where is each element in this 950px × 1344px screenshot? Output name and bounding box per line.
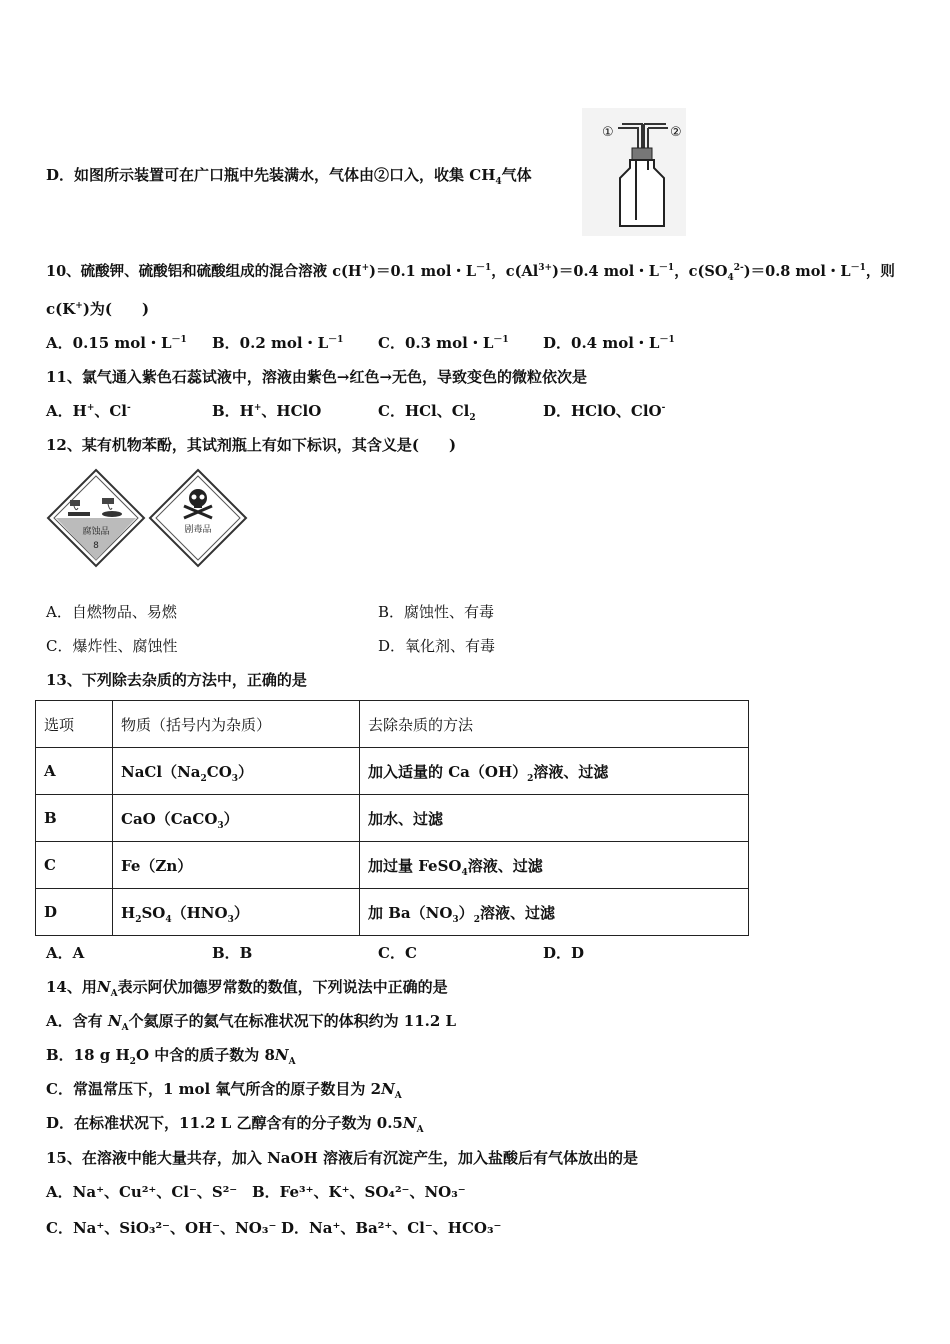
bottle-label-2: ② — [670, 125, 682, 140]
q13-option-d[interactable]: D．D — [543, 944, 585, 962]
gas-bottle-figure — [582, 108, 686, 236]
q10-option-c[interactable]: C．0.3 mol・$L^{-1}$ — [378, 334, 509, 352]
table-header-cell: 选项 — [36, 701, 113, 748]
table-cell-option: D — [36, 889, 113, 936]
q15-stem: 15、在溶液中能大量共存，加入 NaOH 溶液后有沉淀产生，加入盐酸后有气体放出的是 — [46, 1149, 638, 1167]
q14-stem: 14、用$N_A$表示阿伏加德罗常数的数值，下列说法中正确的是 — [46, 978, 448, 999]
table-header-cell: 物质（括号内为杂质） — [113, 701, 360, 748]
table-cell-substance: $NaCl(Na_2CO_3)$ — [113, 748, 360, 795]
q14-option-a[interactable]: A．含有 $N_A$个氦原子的氦气在标准状况下的体积约为 11.2 L — [46, 1012, 457, 1033]
corrosive-sign-icon — [48, 470, 144, 566]
table-header-cell: 去除杂质的方法 — [360, 701, 749, 748]
q13-option-a[interactable]: A．A — [46, 944, 85, 962]
table-header-row — [36, 701, 749, 748]
q9-option-d: D．如图所示装置可在广口瓶中先装满水，气体由②口入，收集 $CH_4$气体 — [46, 166, 532, 187]
q10-option-d[interactable]: D．0.4 mol・$L^{-1}$ — [543, 334, 675, 352]
sign1-number: 8 — [93, 541, 99, 551]
table-row — [36, 842, 749, 889]
q15-option-d[interactable]: D．Na⁺、Ba²⁺、Cl⁻、HCO₃⁻ — [281, 1219, 502, 1237]
q11-option-c[interactable]: C．HCl、$Cl_2$ — [378, 402, 476, 423]
table-row — [36, 889, 749, 936]
q11-option-a[interactable]: A．H+、Cl- — [46, 402, 131, 420]
q10-option-b[interactable]: B．0.2 mol・$L^{-1}$ — [212, 334, 344, 352]
table-cell-method: 加水、过滤 — [360, 795, 749, 842]
q13-option-b[interactable]: B．B — [212, 944, 253, 962]
q12-option-a[interactable]: A．自燃物品、易燃 — [46, 603, 177, 621]
table-cell-substance: CaO（CaCO$_3$） — [113, 795, 360, 842]
sign2-label: 剧毒品 — [184, 525, 212, 535]
q10-stem-line2: c(K+)为( ) — [46, 300, 150, 318]
hazard-signs — [46, 468, 248, 568]
table-cell-method: 加过量 FeSO$_4$溶液、过滤 — [360, 842, 749, 889]
impurity-table — [35, 700, 749, 936]
sign1-label: 腐蚀品 — [82, 527, 110, 537]
q14-option-c[interactable]: C．常温常压下，1 mol 氧气所含的原子数目为 $2N_A$ — [46, 1080, 402, 1101]
table-cell-substance: $H_2SO_4(HNO_3)$ — [113, 889, 360, 936]
q12-option-d[interactable]: D．氧化剂、有毒 — [378, 637, 496, 655]
table-cell-method: 加入适量的 $Ca(OH)_2$溶液、过滤 — [360, 748, 749, 795]
q15-option-a[interactable]: A．Na⁺、Cu²⁺、Cl⁻、S²⁻ — [46, 1183, 238, 1201]
table-cell-option: A — [36, 748, 113, 795]
table-row — [36, 795, 749, 842]
table-cell-option: B — [36, 795, 113, 842]
q11-option-b[interactable]: B．H+、HClO — [212, 402, 322, 420]
q10-option-a[interactable]: A．0.15 mol・$L^{-1}$ — [46, 334, 187, 352]
table-cell-method: 加 $Ba(NO_3)_2$溶液、过滤 — [360, 889, 749, 936]
toxic-sign-icon — [150, 470, 246, 566]
q11-option-d[interactable]: D．HClO、ClO- — [543, 402, 666, 420]
q13-option-c[interactable]: C．C — [378, 944, 417, 962]
bottle-label-1: ① — [602, 125, 614, 140]
q14-option-d[interactable]: D．在标准状况下，11.2 L 乙醇含有的分子数为 $0.5N_A$ — [46, 1114, 424, 1135]
q12-option-c[interactable]: C．爆炸性、腐蚀性 — [46, 637, 178, 655]
table-cell-option: C — [36, 842, 113, 889]
q10-stem-line1: 10、硫酸钾、硫酸铝和硫酸组成的混合溶液 c(H+)＝0.1 mol・$L^{-1}$，$c(Al^{3+})=0.4$ mol・$L^{-1}$，$c(SO_4^{2-})=0.8$ mol・$L^{-1}$，则 — [46, 263, 895, 283]
q12-stem: 12、某有机物苯酚，其试剂瓶上有如下标识，其含义是( ) — [46, 436, 457, 454]
table-row — [36, 748, 749, 795]
q11-stem: 11、氯气通入紫色石蕊试液中，溶液由紫色→红色→无色，导致变色的微粒依次是 — [46, 368, 588, 386]
q14-option-b[interactable]: B．18 g $H_2O$ 中含的质子数为 $8N_A$ — [46, 1046, 296, 1067]
q13-stem: 13、下列除去杂质的方法中，正确的是 — [46, 671, 307, 689]
q12-option-b[interactable]: B．腐蚀性、有毒 — [378, 603, 495, 621]
q15-option-c[interactable]: C．Na⁺、SiO₃²⁻、OH⁻、NO₃⁻ — [46, 1219, 277, 1237]
table-cell-substance: Fe（Zn） — [113, 842, 360, 889]
q15-option-b[interactable]: B．Fe³⁺、K⁺、SO₄²⁻、NO₃⁻ — [252, 1183, 466, 1201]
